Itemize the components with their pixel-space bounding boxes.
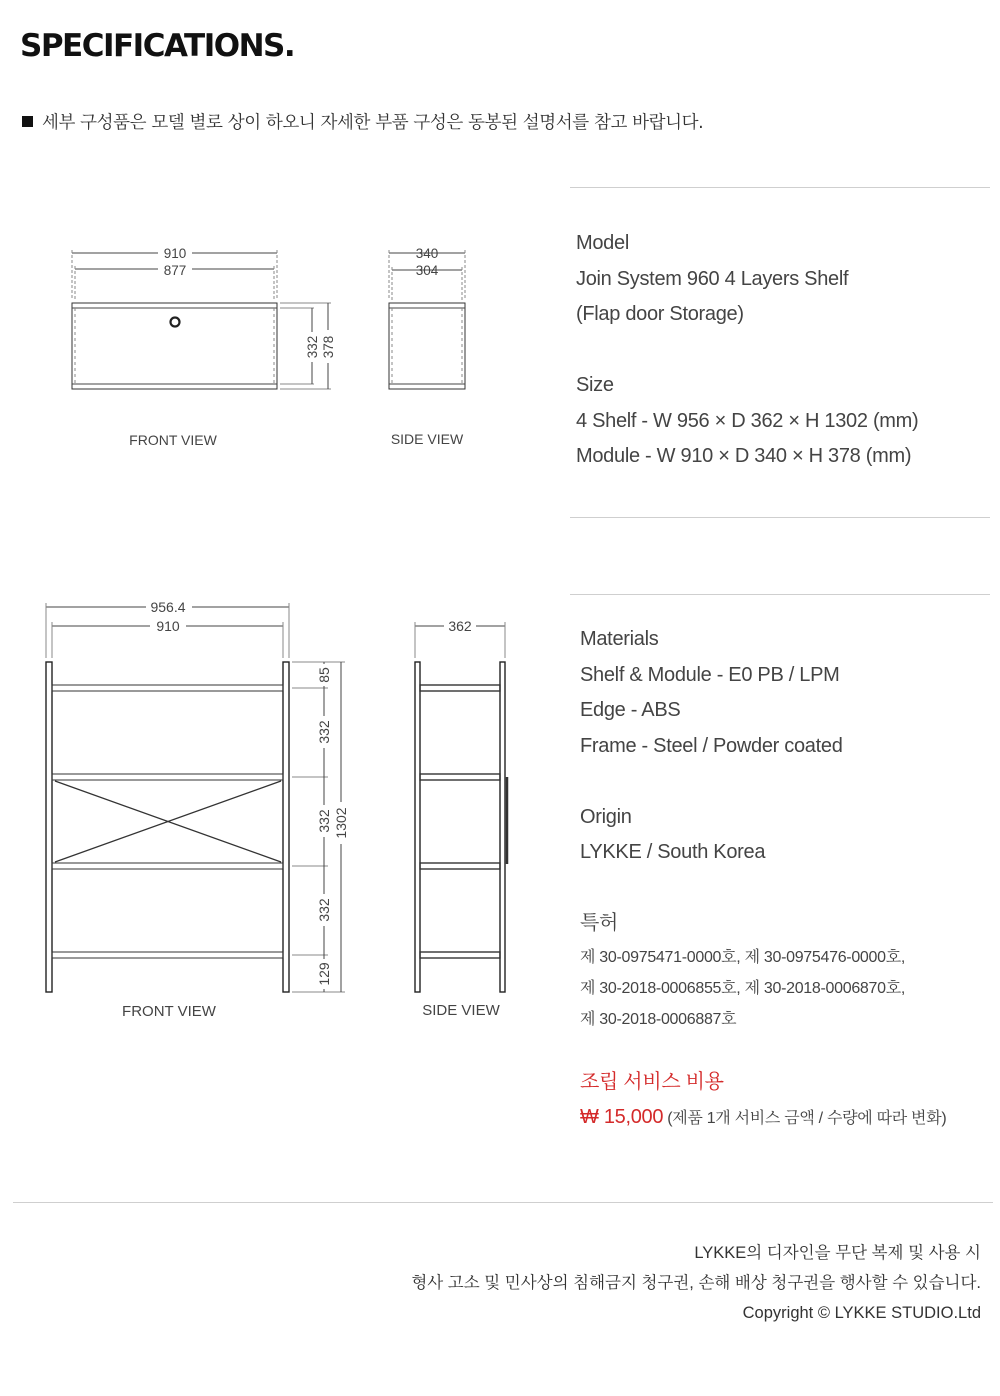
divider [570, 594, 990, 595]
dim-332-a: 332 [316, 720, 332, 744]
dim-340: 340 [415, 246, 439, 261]
dim-85: 85 [316, 667, 332, 683]
dim-332: 332 [305, 335, 320, 359]
model-heading: Model [576, 232, 629, 254]
materials-heading: Materials [580, 628, 659, 650]
divider [13, 1202, 993, 1203]
dim-304: 304 [415, 263, 439, 278]
material-item: Frame - Steel / Powder coated [580, 734, 843, 757]
footer-line2: 형사 고소 및 민사상의 침해금지 청구권, 손해 배상 청구권을 행사할 수 있습니다. [411, 1274, 981, 1292]
dim-332-b: 332 [316, 809, 332, 833]
footer-line1: LYKKE의 디자인을 무단 복제 및 사용 시 [694, 1244, 981, 1262]
spec-bottom [580, 622, 946, 1136]
model-name: Join System 960 4 Layers Shelf [576, 267, 849, 290]
dim-877: 877 [163, 263, 187, 278]
dim-1302: 1302 [333, 807, 349, 839]
page-title: SPECIFICATIONS. [20, 28, 295, 64]
patent-item: 제 30-2018-0006887호 [580, 1010, 737, 1028]
material-item: Shelf & Module - E0 PB / LPM [580, 663, 840, 686]
patent-item: 제 30-2018-0006855호, 제 30-2018-0006870호, [580, 979, 906, 997]
notice-label: 세부 구성품은 모델 별로 상이 하오니 자세한 부품 구성은 동봉된 설명서를 참고 바랍니다. [42, 113, 704, 133]
size-shelf: 4 Shelf - W 956 × D 362 × H 1302 (mm) [576, 409, 919, 432]
dim-910: 910 [163, 246, 187, 261]
module-drawing [0, 230, 560, 460]
size-heading: Size [576, 374, 614, 396]
patent-item: 제 30-0975471-0000호, 제 30-0975476-0000호, [580, 948, 906, 966]
front-view-label: FRONT VIEW [122, 1003, 216, 1020]
copyright: Copyright © LYKKE STUDIO.Ltd [742, 1304, 981, 1322]
dim-129: 129 [316, 962, 332, 986]
divider [570, 187, 990, 188]
dim-362: 362 [448, 618, 472, 634]
square-bullet-icon [22, 116, 33, 127]
front-view-label: FRONT VIEW [129, 432, 217, 448]
dim-332-c: 332 [316, 898, 332, 922]
assembly-price-row [580, 1100, 946, 1136]
material-item: Edge - ABS [580, 699, 681, 721]
size-module: Module - W 910 × D 340 × H 378 (mm) [576, 445, 912, 467]
model-sub: (Flap door Storage) [576, 303, 744, 325]
assembly-heading: 조립 서비스 비용 [580, 1070, 724, 1093]
dim-378: 378 [321, 335, 336, 359]
divider [570, 517, 990, 518]
origin-heading: Origin [580, 805, 632, 828]
spec-top [576, 226, 918, 475]
notice-text [22, 109, 703, 134]
dim-956-4: 956.4 [150, 599, 186, 615]
origin-value: LYKKE / South Korea [580, 841, 766, 863]
patent-heading: 특허 [580, 912, 619, 934]
shelf-drawing [0, 590, 560, 1030]
dim-910: 910 [156, 618, 180, 634]
side-view-label: SIDE VIEW [422, 1002, 500, 1019]
assembly-note: (제품 1개 서비스 금액 / 수량에 따라 변화) [667, 1110, 947, 1127]
side-view-label: SIDE VIEW [390, 431, 464, 447]
assembly-price: ₩ 15,000 [580, 1106, 664, 1128]
footer [411, 1238, 981, 1328]
